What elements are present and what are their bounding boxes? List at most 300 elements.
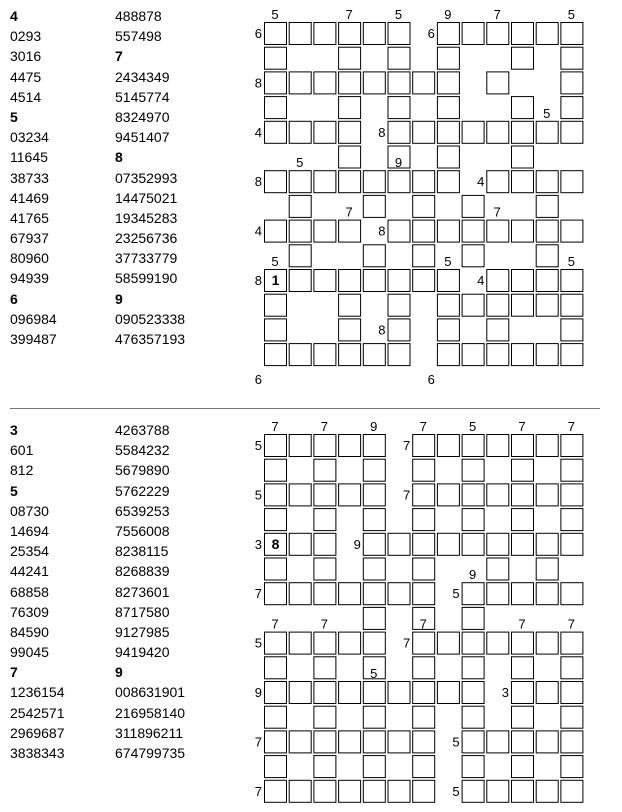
grid-cell[interactable] [289, 344, 311, 366]
grid-cell[interactable] [512, 583, 534, 605]
grid-cell[interactable] [561, 23, 583, 45]
grid-cell[interactable] [413, 245, 435, 267]
grid-cell[interactable] [265, 459, 287, 481]
grid-cell[interactable] [462, 459, 484, 481]
grid-cell[interactable] [363, 756, 385, 778]
grid-cell[interactable] [462, 533, 484, 555]
grid-cell[interactable] [339, 682, 361, 704]
grid-cell[interactable] [265, 706, 287, 728]
grid-cell[interactable] [561, 657, 583, 679]
grid-cell[interactable] [265, 756, 287, 778]
grid-cell[interactable] [265, 484, 287, 506]
grid-cell[interactable] [363, 558, 385, 580]
grid-cell[interactable] [462, 632, 484, 654]
grid-cell[interactable] [536, 682, 558, 704]
grid-cell[interactable] [462, 435, 484, 457]
grid-cell[interactable] [536, 583, 558, 605]
grid-cell[interactable] [314, 270, 336, 292]
grid-cell[interactable] [289, 632, 311, 654]
grid-cell[interactable] [462, 195, 484, 217]
word-entry: 23256736 [115, 230, 178, 247]
grid-cell[interactable] [561, 731, 583, 753]
grid-cell[interactable] [363, 731, 385, 753]
grid-cell[interactable] [289, 682, 311, 704]
grid-cell[interactable] [487, 632, 509, 654]
grid-cell[interactable] [289, 780, 311, 802]
grid-cell[interactable] [265, 583, 287, 605]
grid-cell[interactable] [388, 97, 410, 119]
grid-cell[interactable] [487, 121, 509, 143]
grid-cell[interactable] [314, 435, 336, 457]
grid-cell[interactable] [413, 558, 435, 580]
grid-cell[interactable] [314, 23, 336, 45]
grid-cell[interactable] [314, 756, 336, 778]
grid-cell[interactable] [388, 731, 410, 753]
grid-cell[interactable] [314, 484, 336, 506]
grid-cell[interactable] [265, 780, 287, 802]
grid-cell[interactable] [363, 459, 385, 481]
grid-cell[interactable] [536, 220, 558, 242]
grid-cell[interactable] [487, 294, 509, 316]
grid-cell[interactable] [437, 220, 459, 242]
grid-cell[interactable] [314, 121, 336, 143]
grid-cell[interactable] [487, 23, 509, 45]
word-entry: 41469 [10, 189, 49, 206]
grid-cell[interactable] [388, 294, 410, 316]
grid-cell[interactable] [536, 23, 558, 45]
grid-cell[interactable] [265, 121, 287, 143]
grid-cell[interactable] [388, 682, 410, 704]
grid-cell[interactable] [363, 632, 385, 654]
grid-cell[interactable] [314, 706, 336, 728]
grid-cell[interactable] [265, 657, 287, 679]
grid-cell[interactable] [512, 23, 534, 45]
grid-cell[interactable] [413, 435, 435, 457]
grid-cell[interactable] [487, 533, 509, 555]
grid-cell[interactable] [413, 583, 435, 605]
grid-cell[interactable] [289, 171, 311, 193]
grid-cell[interactable] [462, 245, 484, 267]
grid-cell[interactable] [561, 632, 583, 654]
grid-cell[interactable] [437, 146, 459, 168]
grid-cell[interactable] [561, 756, 583, 778]
fill-in-grid [0, 412, 622, 812]
grid-cell[interactable] [487, 344, 509, 366]
length-clue: 5 [296, 155, 304, 171]
grid-cell[interactable] [437, 319, 459, 341]
grid-cell[interactable] [339, 731, 361, 753]
grid-cell[interactable] [339, 220, 361, 242]
grid-cell[interactable] [289, 72, 311, 94]
grid-cell[interactable] [536, 270, 558, 292]
grid-cell[interactable] [536, 484, 558, 506]
grid-cell[interactable] [339, 583, 361, 605]
grid-cell[interactable] [363, 171, 385, 193]
length-clue: 6 [427, 26, 435, 41]
grid-cell[interactable] [265, 23, 287, 45]
grid-cell[interactable] [561, 270, 583, 292]
grid-cell[interactable] [462, 121, 484, 143]
grid-cell[interactable] [561, 97, 583, 119]
grid-cell[interactable] [536, 344, 558, 366]
grid-cell[interactable] [512, 47, 534, 69]
grid-cell[interactable] [512, 731, 534, 753]
grid-cell[interactable] [265, 220, 287, 242]
grid-cell[interactable] [561, 484, 583, 506]
grid-cell[interactable] [388, 780, 410, 802]
grid-cell[interactable] [413, 731, 435, 753]
grid-cell[interactable] [561, 72, 583, 94]
grid-cell[interactable] [265, 682, 287, 704]
grid-cell[interactable] [561, 171, 583, 193]
grid-cell[interactable] [437, 294, 459, 316]
grid-cell[interactable] [363, 195, 385, 217]
length-clue: 9 [254, 685, 262, 700]
grid-cell[interactable] [413, 706, 435, 728]
grid-cell[interactable] [413, 72, 435, 94]
grid-cell[interactable] [339, 97, 361, 119]
grid-cell[interactable] [289, 245, 311, 267]
length-clue: 8 [378, 223, 386, 239]
grid-cell[interactable] [487, 484, 509, 506]
grid-cell[interactable] [265, 97, 287, 119]
grid-cell[interactable] [512, 344, 534, 366]
length-clue: 3 [254, 536, 262, 552]
grid-cell[interactable] [462, 23, 484, 45]
grid-cell[interactable] [462, 583, 484, 605]
grid-cell[interactable] [487, 558, 509, 580]
word-entry: 9127985 [115, 623, 170, 640]
grid-cell[interactable] [388, 121, 410, 143]
grid-cell[interactable] [413, 220, 435, 242]
grid-cell[interactable] [388, 583, 410, 605]
grid-cell[interactable] [314, 344, 336, 366]
grid-cell[interactable] [363, 607, 385, 629]
grid-cell[interactable] [413, 509, 435, 531]
grid-cell[interactable] [536, 245, 558, 267]
grid-cell[interactable] [512, 657, 534, 679]
grid-cell[interactable] [487, 319, 509, 341]
grid-cell[interactable] [339, 780, 361, 802]
grid-cell[interactable] [437, 533, 459, 555]
grid-cell[interactable] [536, 121, 558, 143]
grid-cell[interactable] [289, 484, 311, 506]
grid-cell[interactable] [339, 294, 361, 316]
grid-cell[interactable] [437, 72, 459, 94]
grid-cell[interactable] [413, 632, 435, 654]
grid-cell[interactable] [561, 319, 583, 341]
word-entry: 311896211 [115, 724, 183, 741]
grid-cell[interactable] [561, 780, 583, 802]
grid-cell[interactable] [512, 706, 534, 728]
grid-cell[interactable] [314, 657, 336, 679]
word-entry: 14475021 [115, 189, 178, 206]
grid-cell[interactable] [512, 270, 534, 292]
grid-cell[interactable] [536, 171, 558, 193]
grid-cell[interactable] [363, 23, 385, 45]
word-entry: 4263788 [115, 422, 170, 438]
word-entry: 6539253 [115, 502, 170, 519]
grid-cell[interactable] [462, 756, 484, 778]
grid-cell[interactable] [561, 344, 583, 366]
grid-cell[interactable] [363, 706, 385, 728]
length-clue: 7 [402, 438, 411, 453]
grid-cell[interactable] [339, 23, 361, 45]
grid-cell[interactable] [512, 509, 534, 531]
word-entry: 601 [10, 442, 34, 459]
word-length-heading: 9 [115, 290, 123, 307]
grid-cell[interactable] [363, 344, 385, 366]
grid-cell[interactable] [536, 294, 558, 316]
grid-cell[interactable] [314, 682, 336, 704]
length-clue: 9 [394, 155, 403, 171]
word-entry: 008631901 [115, 684, 186, 701]
grid-cell[interactable] [536, 195, 558, 217]
grid-cell[interactable] [314, 509, 336, 531]
grid-cell[interactable] [512, 533, 534, 555]
grid-cell[interactable] [289, 195, 311, 217]
word-entry: 67937 [10, 230, 49, 247]
grid-cell[interactable] [413, 657, 435, 679]
grid-cell[interactable] [289, 23, 311, 45]
grid-cell[interactable] [462, 607, 484, 629]
grid-cell[interactable] [512, 756, 534, 778]
grid-cell[interactable] [265, 435, 287, 457]
grid-cell[interactable] [314, 583, 336, 605]
grid-cell[interactable] [289, 731, 311, 753]
grid-cell[interactable] [339, 319, 361, 341]
length-clue: 7 [493, 204, 501, 220]
grid-cell[interactable] [314, 171, 336, 193]
grid-cell[interactable] [388, 220, 410, 242]
grid-cell[interactable] [265, 319, 287, 341]
grid-cell[interactable] [363, 583, 385, 605]
grid-cell[interactable] [314, 220, 336, 242]
grid-cell[interactable] [512, 97, 534, 119]
length-clue: 8 [254, 174, 262, 190]
grid-cell[interactable] [512, 682, 534, 704]
grid-cell[interactable] [487, 220, 509, 242]
grid-cell[interactable] [363, 509, 385, 531]
word-entry: 37733779 [115, 250, 178, 267]
grid-cell[interactable] [462, 657, 484, 679]
grid-cell[interactable] [413, 195, 435, 217]
grid-cell[interactable] [388, 533, 410, 555]
grid-cell[interactable] [339, 484, 361, 506]
grid-cell[interactable] [314, 780, 336, 802]
grid-cell[interactable] [265, 632, 287, 654]
grid-cell[interactable] [462, 344, 484, 366]
grid-cell[interactable] [339, 270, 361, 292]
grid-cell[interactable] [413, 270, 435, 292]
grid-cell[interactable] [388, 319, 410, 341]
word-entry: 0293 [10, 28, 42, 45]
grid-cell[interactable] [363, 435, 385, 457]
grid-cell[interactable] [462, 706, 484, 728]
grid-cell[interactable] [487, 731, 509, 753]
grid-cell[interactable] [388, 344, 410, 366]
length-clue: 3 [501, 685, 509, 700]
grid-cell[interactable] [265, 344, 287, 366]
grid-cell[interactable] [462, 220, 484, 242]
grid-cell[interactable] [437, 47, 459, 69]
word-entry: 41765 [10, 209, 49, 226]
length-clue: 7 [567, 419, 576, 434]
grid-cell[interactable] [437, 632, 459, 654]
word-entry: 4475 [10, 68, 42, 85]
grid-cell[interactable] [561, 294, 583, 316]
grid-cell[interactable] [388, 171, 410, 193]
grid-cell[interactable] [314, 533, 336, 555]
grid-cell[interactable] [437, 270, 459, 292]
word-entry: 68858 [10, 583, 49, 600]
grid-cell[interactable] [487, 72, 509, 94]
grid-cell[interactable] [512, 484, 534, 506]
grid-cell[interactable] [388, 23, 410, 45]
grid-cell[interactable] [561, 533, 583, 555]
grid-cell[interactable] [339, 632, 361, 654]
grid-cell[interactable] [561, 509, 583, 531]
grid-cell[interactable] [363, 270, 385, 292]
grid-cell[interactable] [536, 731, 558, 753]
grid-cell[interactable] [561, 220, 583, 242]
grid-cell[interactable] [265, 509, 287, 531]
grid-cell[interactable] [314, 632, 336, 654]
grid-cell[interactable] [265, 731, 287, 753]
grid-cell[interactable] [363, 72, 385, 94]
grid-cell[interactable] [462, 294, 484, 316]
grid-cell[interactable] [413, 682, 435, 704]
length-clue: 4 [254, 124, 262, 140]
grid-cell[interactable] [314, 558, 336, 580]
grid-cell[interactable] [289, 435, 311, 457]
grid-cell[interactable] [289, 121, 311, 143]
grid-cell[interactable] [363, 682, 385, 704]
grid-cell[interactable] [462, 484, 484, 506]
grid-cell[interactable] [437, 23, 459, 45]
grid-cell[interactable] [536, 780, 558, 802]
grid-cell[interactable] [339, 171, 361, 193]
grid-cell[interactable] [339, 47, 361, 69]
grid-cell[interactable] [413, 171, 435, 193]
grid-cell[interactable] [512, 294, 534, 316]
grid-cell[interactable] [437, 171, 459, 193]
grid-cell[interactable] [561, 682, 583, 704]
grid-cell[interactable] [339, 121, 361, 143]
grid-cell[interactable] [437, 344, 459, 366]
grid-cell[interactable] [388, 47, 410, 69]
grid-cell[interactable] [462, 731, 484, 753]
word-length-heading: 4 [10, 8, 18, 24]
grid-cell[interactable] [512, 171, 534, 193]
word-entry: 2434349 [115, 68, 170, 85]
grid-cell[interactable] [487, 435, 509, 457]
grid-cell[interactable] [413, 533, 435, 555]
length-clue: 9 [444, 7, 452, 22]
grid-cell[interactable] [314, 72, 336, 94]
grid-cell[interactable] [363, 245, 385, 267]
length-clue: 7 [518, 616, 526, 632]
grid-cell[interactable] [413, 121, 435, 143]
grid-cell[interactable] [487, 780, 509, 802]
grid-cell[interactable] [413, 459, 435, 481]
grid-cell[interactable] [437, 682, 459, 704]
grid-cell[interactable] [561, 435, 583, 457]
puzzle-panel-1 [0, 0, 622, 400]
grid-cell[interactable] [462, 780, 484, 802]
length-clue: 5 [254, 438, 262, 453]
grid-cell[interactable] [437, 97, 459, 119]
grid-cell[interactable] [363, 484, 385, 506]
grid-cell[interactable] [437, 121, 459, 143]
grid-cell[interactable] [265, 558, 287, 580]
grid-cell[interactable] [388, 72, 410, 94]
grid-cell[interactable] [289, 220, 311, 242]
grid-cell[interactable] [512, 632, 534, 654]
grid-cell[interactable] [561, 121, 583, 143]
grid-cell[interactable] [289, 583, 311, 605]
grid-cell[interactable] [512, 121, 534, 143]
grid-cell[interactable] [363, 533, 385, 555]
grid-cell[interactable] [487, 270, 509, 292]
grid-cell[interactable] [512, 435, 534, 457]
grid-cell[interactable] [561, 583, 583, 605]
grid-cell[interactable] [462, 509, 484, 531]
grid-cell[interactable] [413, 484, 435, 506]
grid-cell[interactable] [536, 558, 558, 580]
length-clue: 7 [320, 616, 329, 632]
grid-cell[interactable] [339, 146, 361, 168]
grid-cell[interactable] [289, 533, 311, 555]
grid-cell[interactable] [339, 72, 361, 94]
grid-cell[interactable] [437, 484, 459, 506]
grid-cell[interactable] [265, 294, 287, 316]
grid-cell[interactable] [561, 47, 583, 69]
grid-cell[interactable] [339, 344, 361, 366]
grid-cell[interactable] [536, 435, 558, 457]
grid-cell[interactable] [561, 459, 583, 481]
grid-cell[interactable] [413, 780, 435, 802]
grid-cell[interactable] [536, 632, 558, 654]
grid-cell[interactable] [388, 270, 410, 292]
grid-cell[interactable] [265, 47, 287, 69]
length-clue: 6 [427, 371, 435, 387]
grid-cell[interactable] [512, 220, 534, 242]
grid-cell[interactable] [314, 459, 336, 481]
grid-cell[interactable] [512, 146, 534, 168]
length-clue: 7 [254, 783, 262, 799]
grid-cell[interactable] [561, 706, 583, 728]
grid-cell[interactable] [536, 533, 558, 555]
grid-cell[interactable] [265, 72, 287, 94]
grid-cell[interactable] [512, 780, 534, 802]
grid-cell[interactable] [289, 270, 311, 292]
length-clue: 6 [254, 26, 262, 41]
word-entry: 096984 [10, 310, 57, 327]
grid-cell[interactable] [487, 171, 509, 193]
grid-cell[interactable] [413, 756, 435, 778]
grid-cell[interactable] [462, 682, 484, 704]
grid-cell[interactable] [363, 780, 385, 802]
grid-cell[interactable] [437, 435, 459, 457]
grid-cell[interactable] [265, 171, 287, 193]
grid-cell[interactable] [339, 435, 361, 457]
grid-cell[interactable] [512, 459, 534, 481]
length-clue: 7 [493, 7, 501, 22]
grid-cell[interactable] [487, 583, 509, 605]
word-entry: 11645 [10, 149, 48, 166]
grid-cell[interactable] [314, 731, 336, 753]
